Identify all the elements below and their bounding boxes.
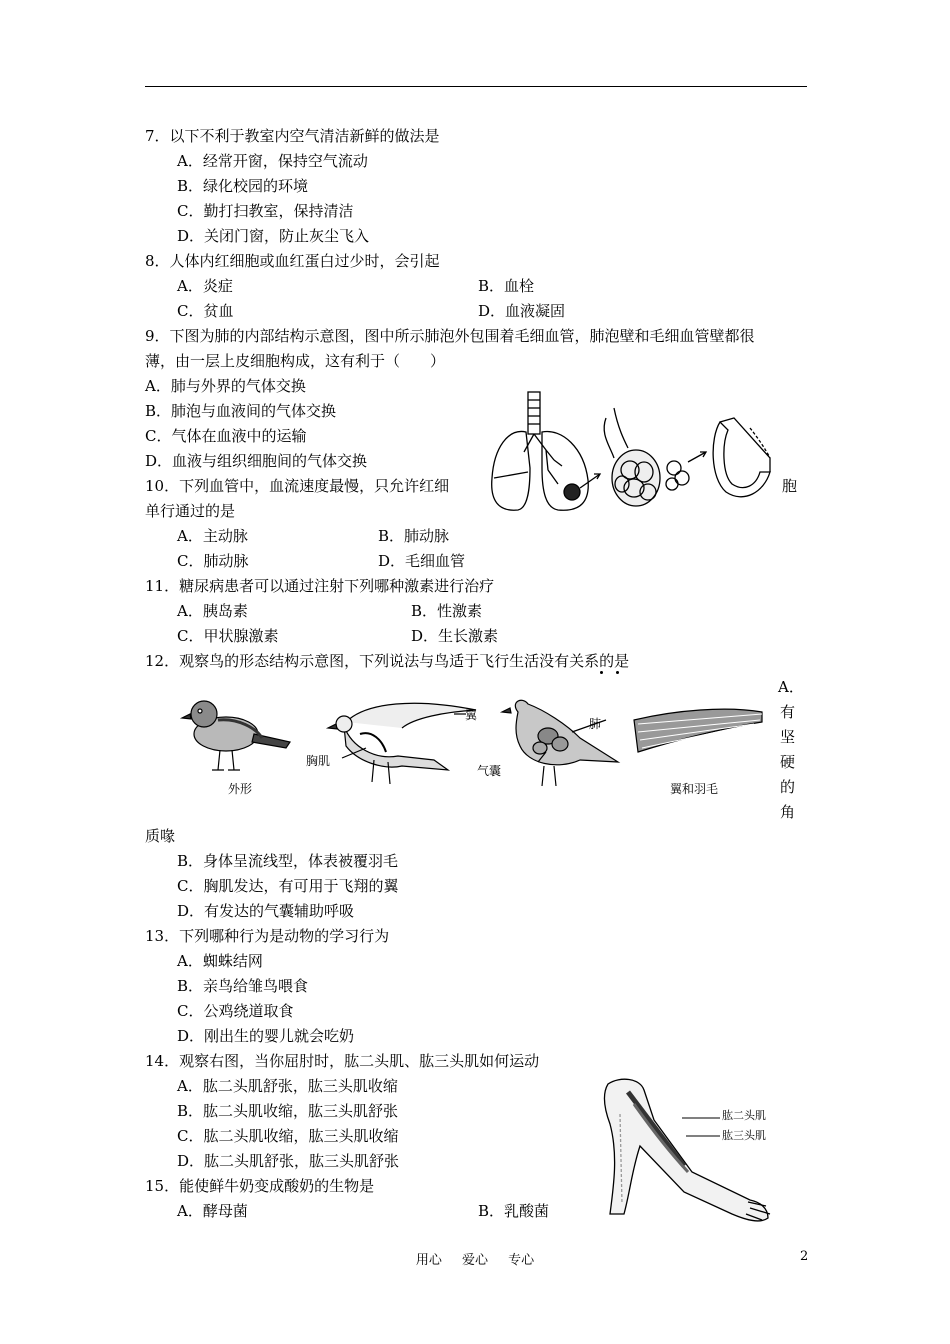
- q13-option-c: C．公鸡绕道取食: [177, 1002, 294, 1020]
- arm-fig-label-triceps: 肱三头肌: [722, 1129, 766, 1142]
- q8-option-b: B．血栓: [478, 277, 535, 295]
- q13-option-a: A．蜘蛛结网: [177, 952, 263, 970]
- q14-option-a: A．肱二头肌舒张，肱三头肌收缩: [177, 1077, 398, 1095]
- page-number: 2: [800, 1249, 809, 1264]
- q15-option-a: A．酵母菌: [177, 1202, 248, 1220]
- q13-stem: 13．下列哪种行为是动物的学习行为: [145, 927, 390, 945]
- q12-option-a-tail: 质喙: [145, 827, 176, 845]
- q12-option-a-char: 角: [780, 803, 796, 821]
- q8-option-a: A．炎症: [177, 277, 233, 295]
- q9-stem-line2: 薄，由一层上皮细胞构成，这有利于（ ）: [145, 352, 446, 370]
- q12-option-a-char: 硬: [780, 753, 796, 771]
- q14-option-b: B．肱二头肌收缩，肱三头肌舒张: [177, 1102, 399, 1120]
- q9-option-c: C．气体在血液中的运输: [145, 427, 307, 445]
- q10-stem-line1-tail: 胞: [782, 477, 798, 495]
- q12-option-a-char: 有: [780, 703, 796, 721]
- q10-option-c: C．肺动脉: [177, 552, 249, 570]
- lung-structure-figure: [488, 388, 778, 518]
- bird-fig-label-air-sac: 气囊: [477, 764, 502, 778]
- q14-option-c: C．肱二头肌收缩，肱三头肌收缩: [177, 1127, 399, 1145]
- q9-option-d: D．血液与组织细胞间的气体交换: [145, 452, 368, 470]
- q10-stem-line2: 单行通过的是: [145, 502, 236, 520]
- bird-fig-label-wing: 翼: [465, 708, 478, 722]
- q10-option-a: A．主动脉: [177, 527, 248, 545]
- q12-option-a-char: 的: [780, 778, 796, 796]
- q11-option-d: D．生长激素: [411, 627, 499, 645]
- emphasis-dot: [600, 671, 603, 674]
- q9-option-b: B．肺泡与血液间的气体交换: [145, 402, 337, 420]
- q9-stem-line1: 9．下图为肺的内部结构示意图，图中所示肺泡外包围着毛细血管，肺泡壁和毛细血管壁都很: [145, 327, 755, 345]
- q11-option-c: C．甲状腺激素: [177, 627, 279, 645]
- footer-word: 用心: [415, 1253, 442, 1268]
- q7-stem: 7．以下不利于教室内空气清洁新鲜的做法是: [145, 127, 440, 145]
- q11-option-a: A．胰岛素: [177, 602, 248, 620]
- emphasis-dot: [616, 671, 619, 674]
- bird-fig-label-chest-muscle: 胸肌: [306, 754, 331, 768]
- q10-option-b: B．肺动脉: [378, 527, 450, 545]
- q7-option-d: D．关闭门窗，防止灰尘飞入: [177, 227, 370, 245]
- q14-stem: 14．观察右图，当你屈肘时，肱二头肌、肱三头肌如何运动: [145, 1052, 540, 1070]
- q8-stem: 8．人体内红细胞或血红蛋白过少时，会引起: [145, 252, 440, 270]
- bird-fig-label-wing-feather: 翼和羽毛: [670, 782, 719, 796]
- q12-option-c: C．胸肌发达，有可用于飞翔的翼: [177, 877, 399, 895]
- arm-muscle-figure: [600, 1074, 780, 1230]
- footer-word: 爱心: [461, 1253, 488, 1268]
- bird-fig-label-lung: 肺: [589, 717, 602, 731]
- q8-option-d: D．血液凝固: [478, 302, 566, 320]
- q13-option-d: D．刚出生的婴儿就会吃奶: [177, 1027, 355, 1045]
- q12-option-a-char: A．: [778, 678, 804, 696]
- q7-option-b: B．绿化校园的环境: [177, 177, 309, 195]
- q10-option-d: D．毛细血管: [378, 552, 466, 570]
- q13-option-b: B．亲鸟给雏鸟喂食: [177, 977, 309, 995]
- q14-option-d: D．肱二头肌舒张，肱三头肌舒张: [177, 1152, 400, 1170]
- q12-option-a-char: 坚: [780, 728, 796, 746]
- q12-stem: 12．观察鸟的形态结构示意图，下列说法与鸟适于飞行生活没有关系的是: [145, 652, 630, 670]
- q12-option-d: D．有发达的气囊辅助呼吸: [177, 902, 355, 920]
- q11-option-b: B．性激素: [411, 602, 483, 620]
- q8-option-c: C．贫血: [177, 302, 234, 320]
- q15-option-b: B．乳酸菌: [478, 1202, 550, 1220]
- q10-stem-line1: 10．下列血管中，血流速度最慢，只允许红细: [145, 477, 450, 495]
- q12-option-b: B．身体呈流线型，体表被覆羽毛: [177, 852, 399, 870]
- q7-option-c: C．勤打扫教室，保持清洁: [177, 202, 354, 220]
- arm-fig-label-biceps: 肱二头肌: [722, 1109, 766, 1122]
- q11-stem: 11．糖尿病患者可以通过注射下列哪种激素进行治疗: [145, 577, 495, 595]
- footer-word: 专心: [508, 1253, 535, 1268]
- q9-option-a: A．肺与外界的气体交换: [145, 377, 306, 395]
- header-rule: [145, 86, 807, 87]
- q7-option-a: A．经常开窗，保持空气流动: [177, 152, 368, 170]
- bird-fig-label-shape: 外形: [228, 782, 253, 796]
- q15-stem: 15．能使鲜牛奶变成酸奶的生物是: [145, 1177, 375, 1195]
